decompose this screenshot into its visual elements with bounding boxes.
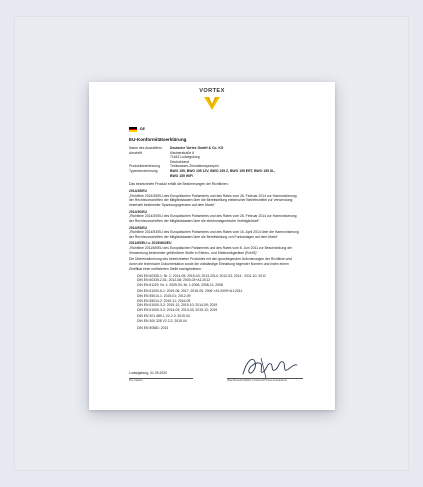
vortex-logo	[89, 88, 335, 110]
detail-value	[170, 169, 299, 178]
model-line: BWO 155, BWO 155 12V, BWO 155 Z, BWO 155 ERT, BWO 155 SL,	[170, 168, 276, 173]
detail-row	[129, 169, 299, 178]
standard-line: DIN EN 61119; Nr. 1: 2009-03; Nr. 1:2006; 2008-11; 2008	[137, 282, 223, 287]
intro-text: Das bezeichnete Produkt erfüllt die Bestimmungen der Richtlinien:	[129, 182, 229, 186]
standard-line: DIN EN 301 489-1 V2.2.3: 2019-04	[137, 314, 190, 319]
product-name: Trinkwasser-Zirkulationspumpen	[170, 164, 219, 169]
model-line: BWO 155 WiFi	[170, 173, 193, 178]
conformity-note: Die Übereinstimmung des bezeichneten Produktes mit den grundlegenden Anforderungen der Richtlinie wird durch die technische Dokumentation sowie die vollständige Einhaltung folgender Normen und inden einem Zertifikat einer notifizierten Stelle nachgewiesen:	[129, 257, 292, 271]
directive-text: „Richtlinie 2014/53/EU des Europäischen Parlaments und des Rates vom 16. April 2014 über die Harmonisierung der Rechtsvorschriften der Mitgliedstaaten über die Bereitstellung von Funkanlagen auf dem Markt“	[129, 230, 299, 239]
standards-group	[137, 314, 301, 323]
german-flag-icon	[129, 127, 137, 132]
declaration-body	[129, 182, 301, 332]
signature-caption: (Rechtsverbindliche Unterschrift des Ausstellers)	[227, 378, 288, 382]
standards-list	[137, 274, 301, 331]
standard-line: DIN EN 55014-2: 2019-11; 2016-09	[137, 298, 191, 303]
issuer-details	[129, 146, 299, 178]
detail-row	[129, 151, 299, 165]
handwritten-signature	[239, 352, 299, 380]
document-title: EU-Konformitätserklärung	[129, 137, 187, 142]
detail-label: Anschrift	[129, 150, 143, 155]
directive-code: 2014/35/EU	[129, 188, 147, 193]
issuer-name: Deutsche Vortex GmbH & Co. KG	[170, 146, 224, 150]
detail-label: Typenbezeichnung	[129, 168, 158, 173]
language-indicator	[129, 127, 145, 132]
detail-value	[170, 151, 299, 165]
standards-group	[137, 274, 301, 288]
detail-label: Produktbezeichnung	[129, 164, 160, 169]
directive-text: „Richtlinie 2011/65/EU des Europäischen Parlaments und des Rates vom 8. Juni 2011 zur Beschränkung der Verwendung bestimmter gefährlicher Stoffe in Elektro- und Elektronikgeräten (RoHS)“	[129, 246, 293, 255]
directive-code: 2014/30/EU	[129, 209, 147, 214]
directive-code: 2011/65/EU u. 2015/863/EU	[129, 241, 172, 246]
vortex-v-mark-icon	[203, 97, 221, 110]
place-date-caption: Ort, Datum	[129, 378, 143, 382]
address-line: Deutschland	[170, 159, 189, 164]
directive-text: „Richtlinie 2014/30/EU des Europäischen Parlaments und des Rates vom 26. Februar 2014 zur Harmonisierung der Rechtsvorschriften der Mitgliedstaaten über die elektromagnetische Verträglichkeit“	[129, 214, 297, 223]
address-line: 71642 Ludwigsburg	[170, 155, 200, 160]
document-page	[89, 82, 335, 410]
detail-label: Name des Ausstellers	[129, 146, 162, 150]
language-code: DE	[140, 127, 145, 132]
standard-line: DIN EN 61000-6-1: 2019-06; 2017; 2015-05; 2006 +A1:2009+A1:2011	[137, 289, 243, 294]
standard-line: DIN EN 61000-3-3: 2014-03; 2013-03; 2019-12; 2019	[137, 307, 218, 312]
address-line: Kästnerstraße 6	[170, 150, 195, 155]
standard-line: DIN EN 50581: 2013	[137, 325, 169, 330]
place-date: Ludwigsburg, 01.09.2020	[129, 371, 168, 375]
standards-group	[137, 289, 301, 312]
brand-name: VORTEX	[199, 88, 225, 94]
standard-line: DIN EN 300 328 V2.2.2: 2019-04	[137, 318, 187, 323]
directive-code: 2014/53/EU	[129, 225, 147, 230]
standard-line: DIN EN 60335-1; Nr. 1: 2014-05; 2015-03; 2013-2014; 2012-03; 2014 ; 2011-10; 2012	[137, 273, 266, 278]
standard-line: DIN EN 55014-1: 2019-01; 2012-09	[137, 294, 191, 298]
standard-line: DIN EN 60335-2-51; 2012-08; 2003-03+A1:2012	[137, 278, 211, 283]
directive-text: „Richtlinie 2014/35/EU des Europäischen Parlaments und des Rates vom 26. Februar 2014 zur Harmonisierung der Rechtsvorschriften der Mitgliedstaaten über die Bereitstellung elektrischer Betriebsmittel zur Verwendung innerhalb bestimmter Spannungsgrenzen auf dem Markt“	[129, 193, 297, 207]
standards-group	[137, 326, 301, 331]
standard-line: DIN EN 61000-3-2: 2019-12; 2019-10; 2014-09; 2019	[137, 303, 218, 308]
